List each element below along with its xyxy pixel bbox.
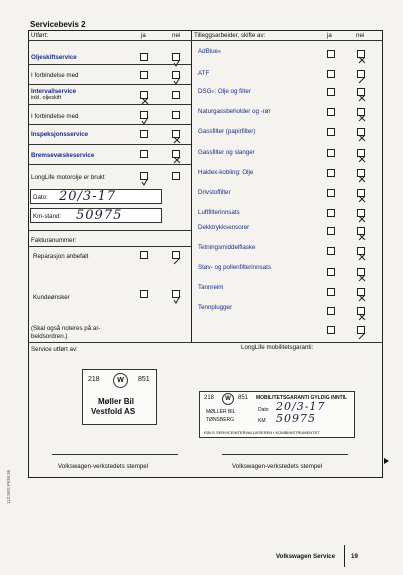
gassfilter-papir-label: Gassfilter (papirfilter) (198, 128, 256, 135)
longlife-nei-checkbox[interactable] (172, 172, 180, 180)
oljeskift-label: Oljeskiftservice (31, 54, 77, 61)
tetning-ja-checkbox[interactable] (327, 247, 335, 255)
row-divider (28, 84, 191, 85)
luft-ja-checkbox[interactable] (327, 209, 335, 217)
footer-divider (344, 545, 345, 567)
tannreim-label: Tannreim (198, 284, 224, 291)
bremse-label: Bremsevæskeservice (31, 152, 95, 159)
stamp2-line2: TØNSBERG (206, 417, 235, 423)
haldex-nei-checkbox[interactable] (357, 169, 365, 177)
longlife-ja-checkbox[interactable] (140, 172, 148, 180)
check-mark-icon (358, 195, 366, 203)
intervall-med-nei-checkbox[interactable] (172, 111, 180, 119)
longlife-garanti-label: LongLife mobilitetsgaranti: (241, 344, 314, 351)
oljeskift-med-ja-checkbox[interactable] (140, 71, 148, 79)
check-mark-icon (358, 155, 366, 163)
left-header-nei: nei (172, 32, 181, 39)
gassfilter-slanger-nei-checkbox[interactable] (357, 149, 365, 157)
check-mark-icon (358, 215, 366, 223)
check-mark-icon (358, 233, 366, 241)
intervall-med-ja-checkbox[interactable] (140, 111, 148, 119)
check-mark-icon (358, 94, 366, 102)
header-divider (28, 40, 383, 41)
kunde-label: Kundeønsker (33, 294, 70, 301)
oljeskift-ja-checkbox[interactable] (140, 53, 148, 61)
check-mark-icon (173, 257, 181, 265)
atf-nei-checkbox[interactable] (357, 70, 365, 78)
stov-nei-checkbox[interactable] (357, 268, 365, 276)
tennplugger-nei-checkbox[interactable] (357, 307, 365, 315)
check-mark-icon (358, 175, 366, 183)
check-mark-icon (141, 178, 149, 186)
tannreim-ja-checkbox[interactable] (327, 288, 335, 296)
footer-label: Volkswagen Service (276, 553, 336, 560)
km-label: Km-stand: (33, 213, 62, 220)
column-divider (191, 30, 192, 342)
bremse-nei-checkbox[interactable] (172, 150, 180, 158)
row-divider (28, 164, 191, 165)
vw-logo-icon: W (222, 393, 234, 405)
oljeskift-med-label: I forbindelse med (31, 72, 79, 79)
naturgass-label: Naturgassbeholder og -rør (198, 108, 271, 115)
stamp2-dato-value: 20/3-17 (276, 400, 326, 413)
adblue-ja-checkbox[interactable] (327, 50, 335, 58)
haldex-label: Haldex-kobling: Olje (198, 169, 254, 176)
row-divider (28, 104, 191, 105)
check-mark-icon (358, 253, 366, 261)
workshop-stamp (82, 369, 157, 425)
intervall-med-label: I forbindelse med (31, 113, 79, 120)
page-title: Servicebevis 2 (30, 20, 86, 29)
extra-nei-checkbox[interactable] (357, 326, 365, 334)
oljeskift-nei-checkbox[interactable] (172, 53, 180, 61)
inspeksjon-nei-checkbox[interactable] (172, 130, 180, 138)
stamp-dealer-line1: Møller Bil (98, 397, 135, 406)
row-divider (28, 230, 191, 231)
intervall-ja-checkbox[interactable] (140, 91, 148, 99)
stamp2-line1: MØLLER BIL (206, 409, 236, 415)
adblue-text: AdBlue (198, 48, 218, 55)
check-mark-icon (173, 296, 181, 304)
drivstoff-nei-checkbox[interactable] (357, 189, 365, 197)
km-value: 50975 (76, 208, 123, 223)
check-mark-icon (358, 294, 366, 302)
right-stamp-caption: Volkswagen-verkstedets stempel (232, 463, 323, 470)
stov-ja-checkbox[interactable] (327, 268, 335, 276)
adblue-sup: ® (217, 49, 221, 54)
adblue-label (198, 48, 221, 55)
left-header-ja: ja (141, 32, 146, 39)
dsg-rest: : Olje og filter (214, 88, 251, 95)
tennplugger-label: Tennplugger (198, 304, 233, 311)
right-header-ja: ja (327, 32, 332, 39)
stamp2-number-left: 218 (204, 395, 215, 401)
atf-label: ATF (198, 70, 210, 77)
gassfilter-slanger-label: Gassfilter og slanger (198, 149, 255, 156)
mobility-stamp (199, 391, 355, 438)
tetning-nei-checkbox[interactable] (357, 247, 365, 255)
inspeksjon-ja-checkbox[interactable] (140, 130, 148, 138)
note-line-1: (Skal også noteres på ar- (31, 325, 101, 332)
stamp2-title: MOBILITETSGARANTI GYLDIG INNTIL (256, 395, 348, 401)
drivstoff-label: Drivstoffilter (198, 189, 231, 196)
stamp2-footer: FØLG SERVICEINTERVALLVISEREN I KOMBIINSTRUMENTET (204, 430, 320, 435)
tetning-label: Tetningsmiddelflaske (198, 244, 256, 251)
row-divider (28, 124, 191, 125)
dekktrykk-label: Dekktrykksensorer (198, 224, 250, 231)
intervall-label: Intervallservice (31, 88, 77, 95)
km-field[interactable] (30, 208, 162, 223)
inspeksjon-label: Inspeksjonsservice (31, 131, 89, 138)
oljeskift-med-nei-checkbox[interactable] (172, 71, 180, 79)
check-mark-icon (358, 332, 366, 340)
side-code: 112.5R3.PKW.36 (6, 469, 11, 504)
check-mark-icon (173, 156, 181, 164)
stov-label: Støv- og pollenfilterinnsats (198, 264, 271, 271)
reparasjon-ja-checkbox[interactable] (140, 251, 148, 259)
section-divider (28, 342, 383, 343)
right-header-nei: nei (356, 32, 365, 39)
row-divider (28, 246, 191, 247)
gassfilter-papir-nei-checkbox[interactable] (357, 128, 365, 136)
bremse-ja-checkbox[interactable] (140, 150, 148, 158)
check-mark-icon (173, 59, 181, 67)
atf-ja-checkbox[interactable] (327, 70, 335, 78)
check-mark-icon (358, 274, 366, 282)
service-utfort-label: Service utført av: (31, 346, 78, 353)
check-mark-icon (358, 56, 366, 64)
check-mark-icon (358, 134, 366, 142)
naturgass-ja-checkbox[interactable] (327, 108, 335, 116)
gassfilter-slanger-ja-checkbox[interactable] (327, 149, 335, 157)
page-number: 19 (351, 553, 358, 560)
stamp2-km-value: 50975 (276, 412, 316, 425)
left-stamp-caption: Volkswagen-verkstedets stempel (58, 463, 149, 470)
reparasjon-label: Reparasjon anbefalt (33, 253, 89, 260)
haldex-ja-checkbox[interactable] (327, 169, 335, 177)
stamp2-dato-label: Dato (258, 407, 269, 413)
check-mark-icon (358, 313, 366, 321)
dato-value: 20/3-17 (59, 189, 117, 204)
stamp-number-right: 851 (138, 376, 150, 383)
left-header-label: Utført: (31, 32, 49, 39)
stamp-dealer-line2: Vestfold AS (91, 407, 136, 416)
row-divider (28, 64, 191, 65)
dekktrykk-ja-checkbox[interactable] (327, 227, 335, 235)
intervall-nei-checkbox[interactable] (172, 91, 180, 99)
stamp2-km-label: KM (258, 418, 266, 424)
luft-label: Luftfilterinnsats (198, 209, 240, 216)
gassfilter-papir-ja-checkbox[interactable] (327, 128, 335, 136)
dsg-ja-checkbox[interactable] (327, 88, 335, 96)
left-signature-line (52, 454, 178, 455)
faktura-label: Fakturanummer: (31, 237, 77, 244)
right-signature-line (222, 454, 348, 455)
longlife-label: LongLife motorolje er brukt (31, 174, 105, 181)
check-mark-icon (358, 76, 366, 84)
stamp-number-left: 218 (88, 376, 100, 383)
kunde-ja-checkbox[interactable] (140, 290, 148, 298)
drivstoff-ja-checkbox[interactable] (327, 189, 335, 197)
dsg-nei-checkbox[interactable] (357, 88, 365, 96)
tennplugger-ja-checkbox[interactable] (327, 307, 335, 315)
extra-ja-checkbox[interactable] (327, 326, 335, 334)
dsg-label (198, 88, 251, 95)
right-header-label: Tilleggsarbeider, skifte av: (194, 32, 266, 39)
row-divider (28, 144, 191, 145)
reparasjon-nei-checkbox[interactable] (172, 251, 180, 259)
note-line-2: beidsordren.) (31, 333, 68, 340)
dekktrykk-nei-checkbox[interactable] (357, 227, 365, 235)
dsg-text: DSG (198, 88, 212, 95)
luft-nei-checkbox[interactable] (357, 209, 365, 217)
kunde-nei-checkbox[interactable] (172, 290, 180, 298)
dato-field[interactable] (30, 189, 162, 204)
dsg-sup: ® (211, 89, 215, 94)
tannreim-nei-checkbox[interactable] (357, 288, 365, 296)
stamp2-number-right: 851 (238, 395, 249, 401)
check-mark-icon (358, 114, 366, 122)
dato-label: Dato: (33, 194, 48, 201)
continue-arrow-icon (384, 458, 389, 464)
intervall-sub-label: inkl. oljeskift (31, 95, 62, 101)
check-mark-icon (173, 136, 181, 144)
naturgass-nei-checkbox[interactable] (357, 108, 365, 116)
adblue-nei-checkbox[interactable] (357, 50, 365, 58)
vw-logo-icon: W (113, 373, 128, 388)
